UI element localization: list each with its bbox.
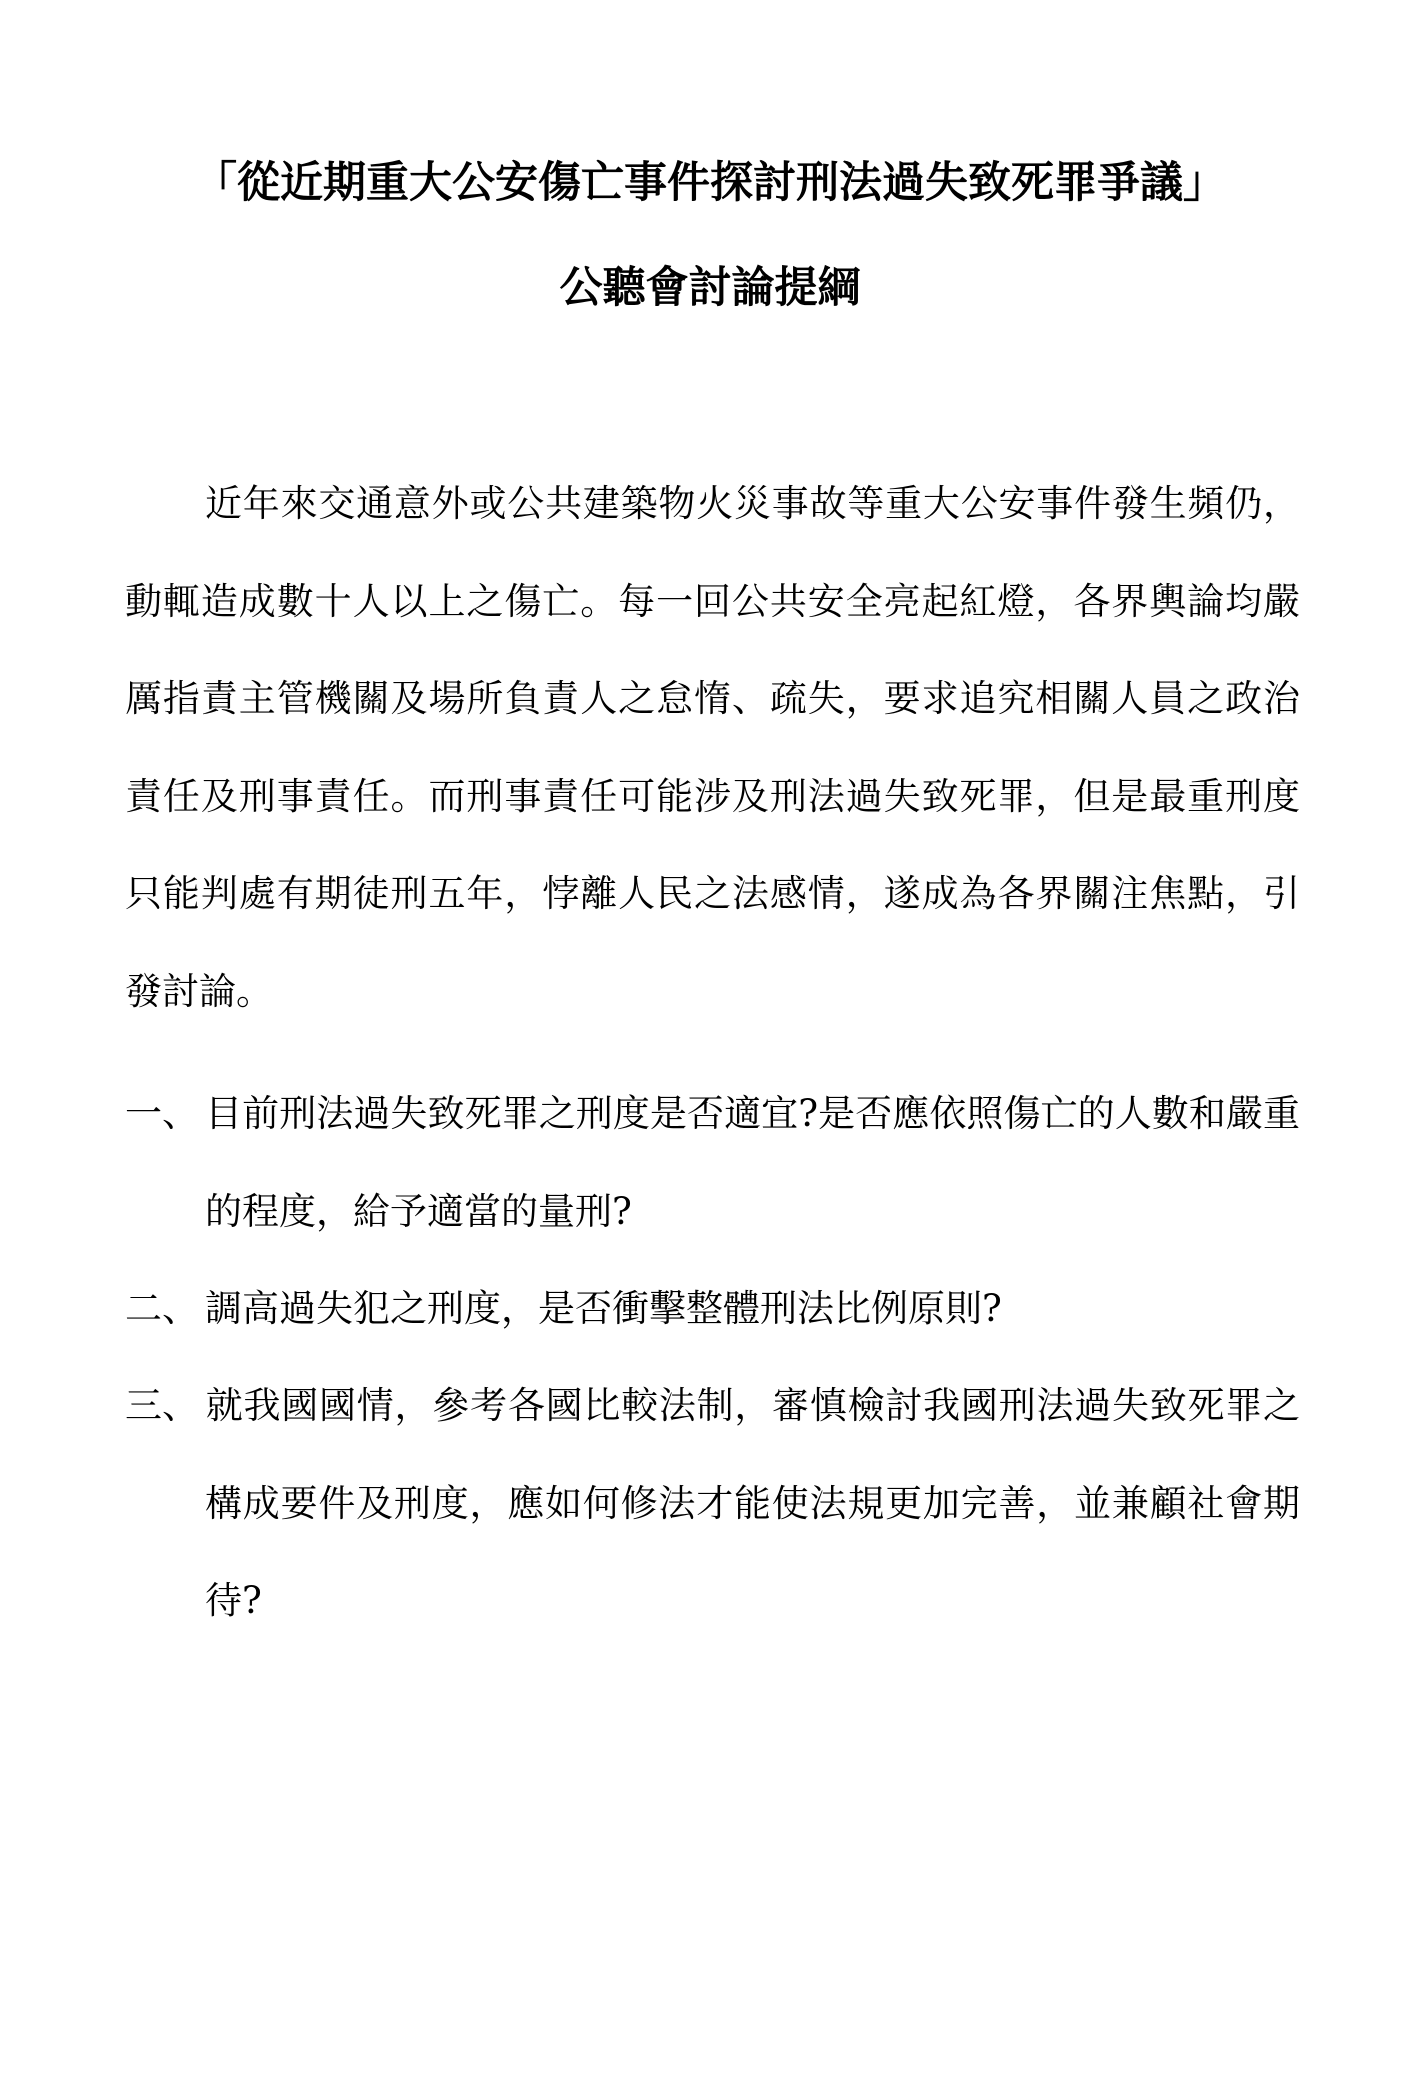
item-number: 三、 xyxy=(125,1384,199,1427)
discussion-item-2 xyxy=(125,1260,1300,1358)
discussion-item-1 xyxy=(125,1065,1300,1260)
document-title-line-1: 「從近期重大公安傷亡事件探討刑法過失致死罪爭議」 xyxy=(194,158,1226,208)
intro-paragraph: 近年來交通意外或公共建築物火災事故等重大公安事件發生頻仍，動輒造成數十人以上之傷亡。每一回公共安全亮起紅燈，各界輿論均嚴厲指責主管機關及場所負責人之怠惰、疏失，要求追究相關人員之政治責任及刑事責任。而刑事責任可能涉及刑法過失致死罪，但是最重刑度只能判處有期徒刑五年，悖離人民之法感情，遂成為各界關注焦點，引發討論。 xyxy=(125,482,1300,1013)
item-text: 就我國國情，參考各國比較法制，審慎檢討我國刑法過失致死罪之構成要件及刑度，應如何修法才能使法規更加完善，並兼顧社會期待? xyxy=(205,1384,1300,1622)
item-text: 目前刑法過失致死罪之刑度是否適宜?是否應依照傷亡的人數和嚴重的程度，給予適當的量刑? xyxy=(205,1092,1300,1233)
item-number: 二、 xyxy=(125,1287,199,1330)
document-title-line-2: 公聽會討論提綱 xyxy=(559,263,861,313)
discussion-item-3 xyxy=(125,1357,1300,1650)
item-text: 調高過失犯之刑度，是否衝擊整體刑法比例原則? xyxy=(205,1287,1002,1330)
item-number: 一、 xyxy=(125,1092,199,1135)
